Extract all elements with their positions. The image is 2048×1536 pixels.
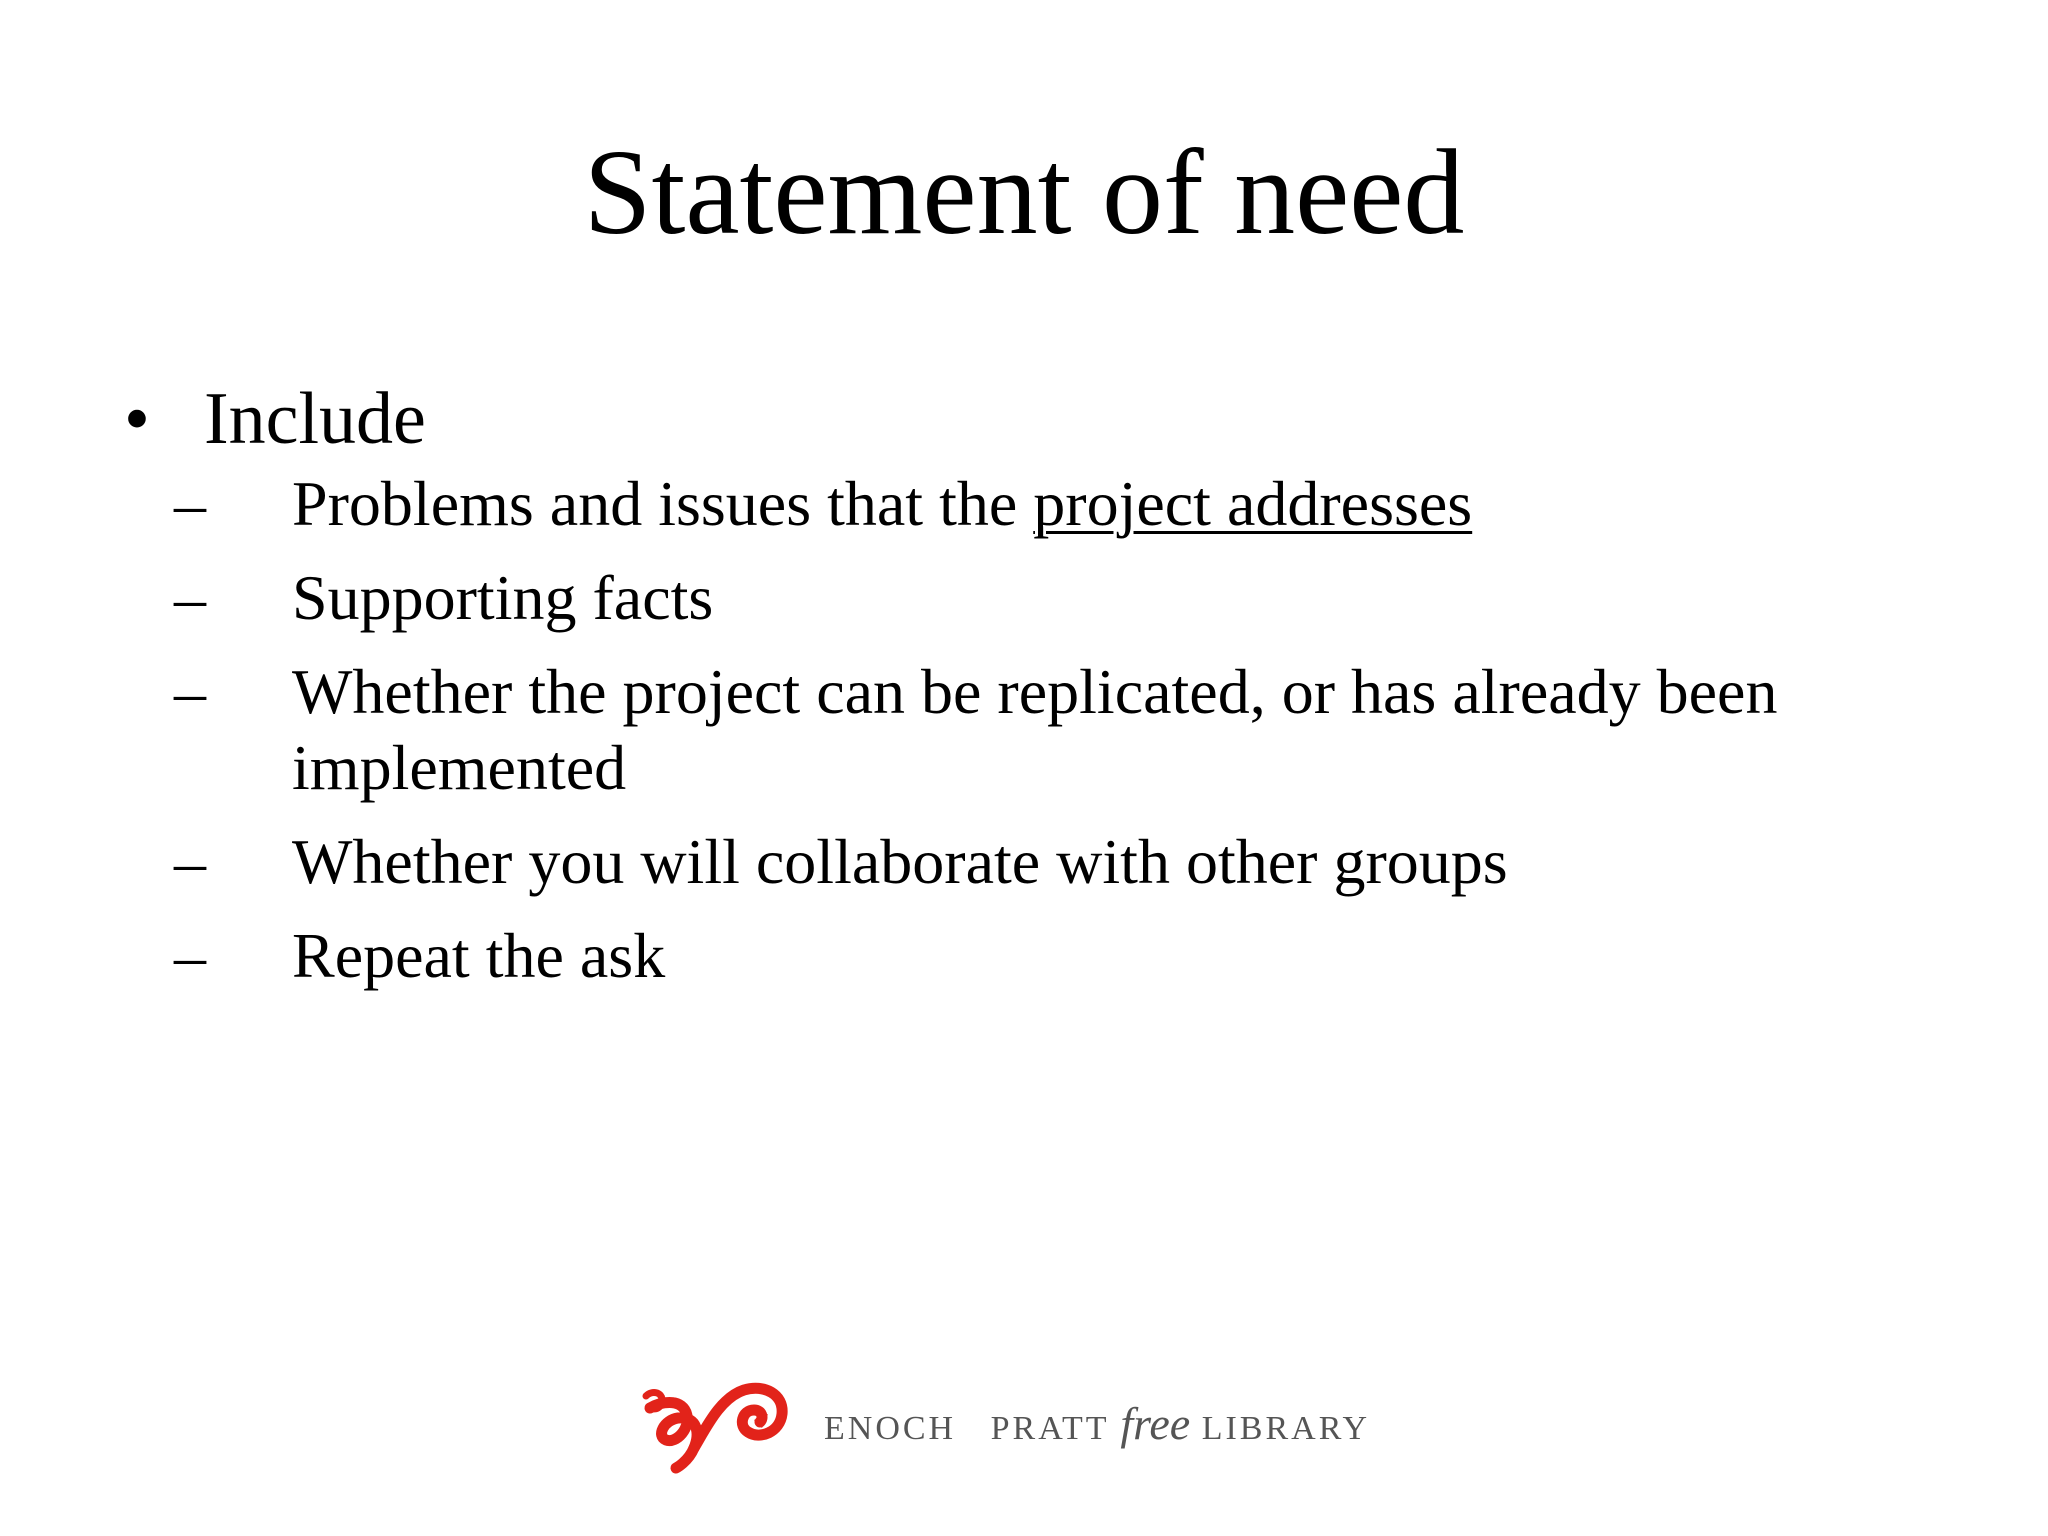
slide-content [120,372,1960,1012]
logo-word-library: LIBRARY [1201,1409,1371,1447]
sub-item-text: Problems and issues that the [292,468,1034,539]
bullet-include [120,372,1960,466]
bullet-label: Include [204,378,426,460]
sub-item-problems [174,466,1960,542]
bullet-marker: • [124,378,150,460]
logo-wordmark [824,1397,1370,1450]
dash-marker: – [174,468,206,539]
logo-word-free: free [1120,1397,1191,1449]
sub-item-replicated [174,654,1960,806]
sub-item-text: Supporting facts [292,562,714,633]
sub-item-collaborate [174,824,1960,900]
dash-marker: – [174,562,206,633]
sub-item-text-line2: implemented [292,732,627,803]
swirl-logo-icon [636,1368,796,1478]
sub-item-text: Whether you will collaborate with other groups [292,826,1508,897]
project-addresses-link[interactable]: project addresses [1033,468,1473,539]
dash-marker: – [174,920,206,991]
sub-bullet-list [120,466,1960,994]
dash-marker: – [174,826,206,897]
enoch-pratt-logo [636,1368,1370,1478]
slide-title: Statement of need [583,125,1465,260]
logo-word-pratt: PRATT [990,1409,1109,1447]
sub-item-supporting-facts [174,560,1960,636]
sub-item-text: Repeat the ask [292,920,666,991]
sub-item-repeat-ask [174,918,1960,994]
dash-marker: – [174,656,206,727]
sub-item-text-line1: Whether the project can be replicated, or has already been [292,656,1778,727]
logo-word-enoch: ENOCH [824,1409,957,1447]
